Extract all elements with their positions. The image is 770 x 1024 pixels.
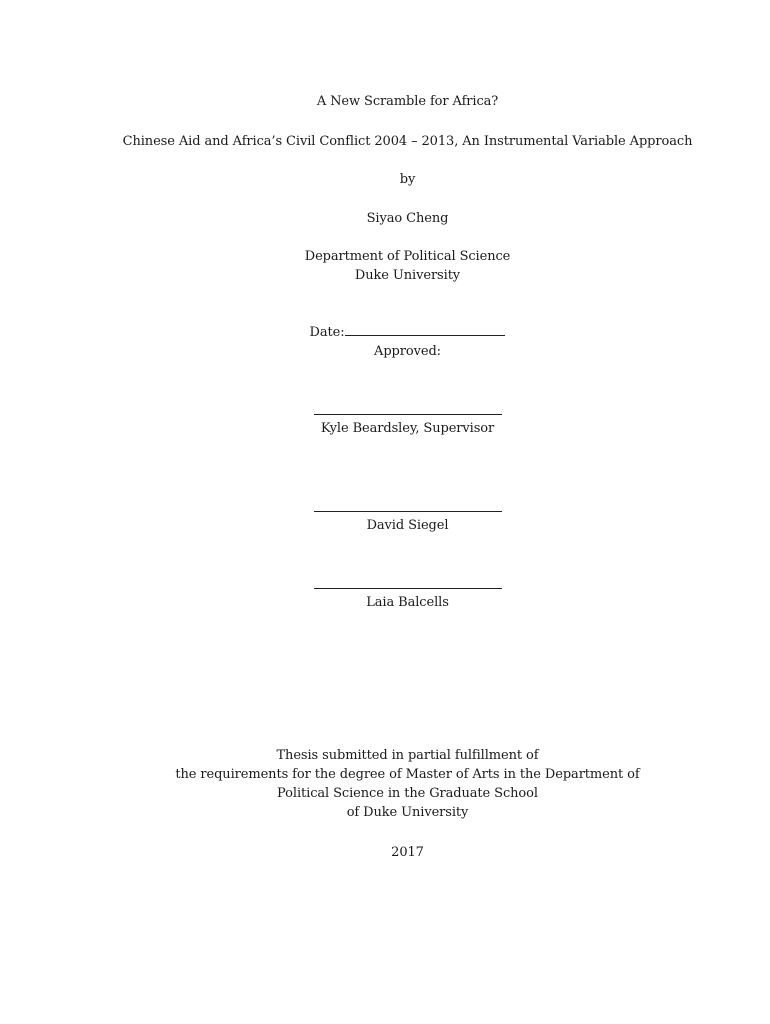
signature-line-3: [314, 588, 502, 589]
statement-line-4: of Duke University: [346, 805, 469, 820]
author-name: Siyao Cheng: [366, 211, 449, 226]
date-field: [0, 325, 770, 341]
signatory-name-3: Laia Balcells: [366, 595, 449, 610]
statement-line-1: Thesis submitted in partial fulfillment of: [276, 748, 539, 763]
statement-line-2: the requirements for the degree of Master of Arts in the Department of: [175, 767, 640, 782]
statement-line-3: Political Science in the Graduate School: [277, 786, 538, 801]
year: 2017: [391, 845, 424, 860]
department-name: Department of Political Science: [304, 249, 511, 264]
approved-label: Approved:: [374, 344, 441, 359]
date-blank-line: [345, 335, 505, 336]
signature-line-2: [314, 511, 502, 512]
university-name: Duke University: [354, 268, 461, 283]
signatory-name-2: David Siegel: [366, 518, 449, 533]
signature-line-1: [314, 414, 502, 415]
by-label: by: [399, 172, 416, 187]
signatory-name-1: Kyle Beardsley, Supervisor: [320, 421, 495, 436]
thesis-subtitle: Chinese Aid and Africa’s Civil Conflict 2004 – 2013, An Instrumental Variable Approach: [122, 134, 693, 149]
date-label: Date:: [309, 325, 345, 340]
thesis-title: A New Scramble for Africa?: [316, 94, 499, 109]
